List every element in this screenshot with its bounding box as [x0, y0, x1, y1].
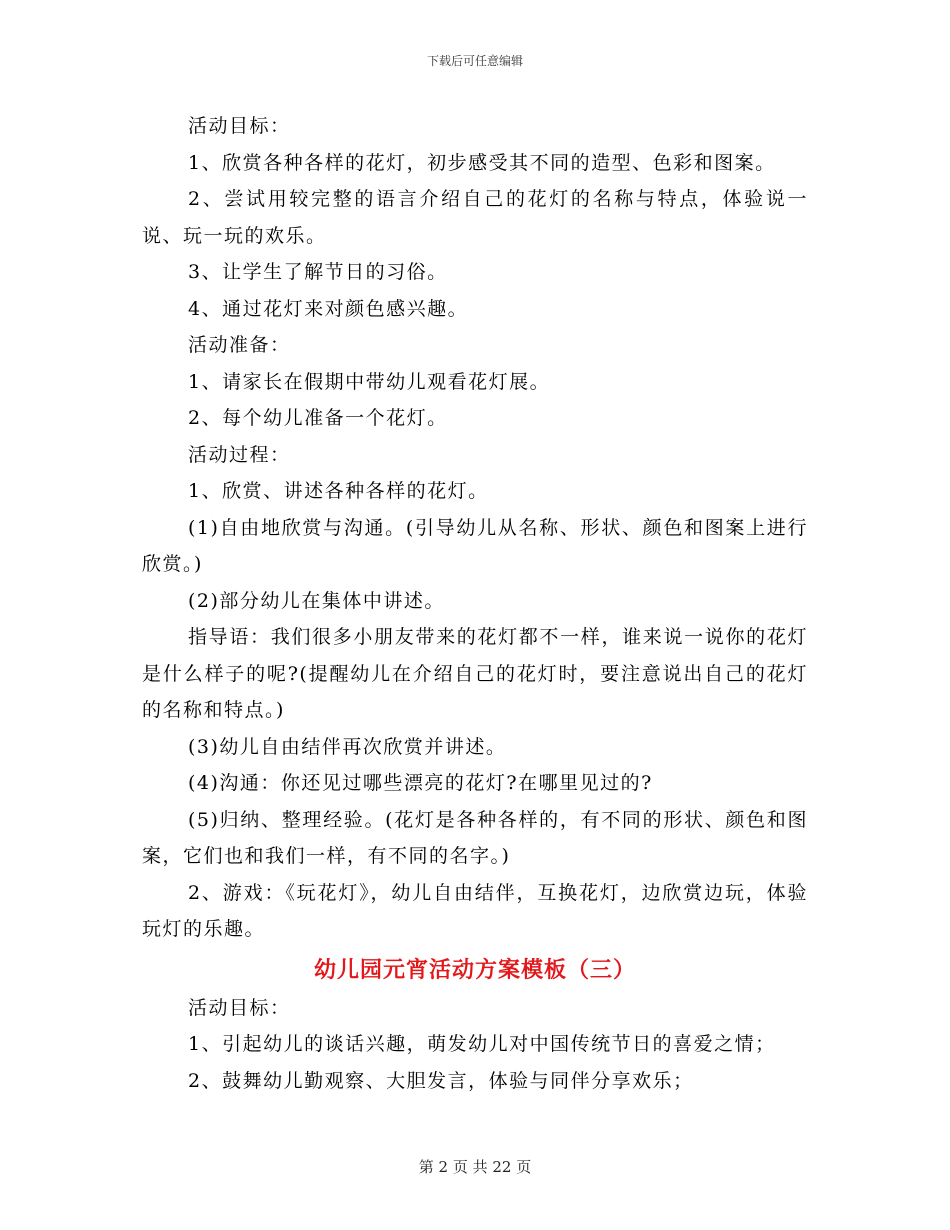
paragraph: 2、鼓舞幼儿勤观察、大胆发言，体验与同伴分享欢乐； — [188, 1069, 694, 1092]
paragraph: 活动准备： — [188, 334, 291, 356]
paragraph: (2)部分幼儿在集体中讲述。 — [188, 589, 445, 612]
section-title: 幼儿园元宵活动方案模板（三） — [313, 956, 636, 983]
paragraph: (3)幼儿自由结伴再次欣赏并讲述。 — [188, 735, 507, 758]
paragraph: 3、让学生了解节日的习俗。 — [188, 261, 448, 283]
paragraph: (1)自由地欣赏与沟通。(引导幼儿从名称、形状、颜色和图案上进行欣赏。) — [142, 516, 808, 575]
paragraph: 2、尝试用较完整的语言介绍自己的花灯的名称与特点，体验说一说、玩一玩的欢乐。 — [142, 188, 808, 247]
paragraph: 2、游戏：《玩花灯》，幼儿自由结伴，互换花灯，边欣赏边玩，体验玩灯的乐趣。 — [142, 881, 808, 940]
paragraph: (4)沟通：你还见过哪些漂亮的花灯?在哪里见过的? — [188, 772, 653, 794]
page-footer: 第 2 页 共 22 页 — [418, 1158, 532, 1176]
paragraph: 指导语：我们很多小朋友带来的花灯都不一样，谁来说一说你的花灯是什么样子的呢?(提醒幼儿在介绍自己的花灯时，要注意说出自己的花灯的名称和特点。) — [142, 626, 808, 721]
paragraph: 活动过程： — [188, 443, 291, 466]
paragraph: 1、欣赏各种各样的花灯，初步感受其不同的造型、色彩和图案。 — [188, 151, 776, 174]
paragraph: 活动目标： — [188, 115, 291, 137]
paragraph: 1、引起幼儿的谈话兴趣，萌发幼儿对中国传统节日的喜爱之情； — [188, 1033, 776, 1055]
page-header: 下载后可任意编辑 — [426, 54, 523, 68]
paragraph: 活动目标： — [188, 996, 291, 1019]
document-body — [142, 108, 808, 1099]
paragraph: 2、每个幼儿准备一个花灯。 — [188, 407, 448, 429]
paragraph: 1、请家长在假期中带幼儿观看花灯展。 — [188, 370, 551, 393]
paragraph: 4、通过花灯来对颜色感兴趣。 — [188, 297, 469, 320]
paragraph: 1、欣赏、讲述各种各样的花灯。 — [188, 480, 489, 502]
paragraph: (5)归纳、整理经验。(花灯是各种各样的，有不同的形状、颜色和图案，它们也和我们一样，有不同的名字。) — [142, 808, 808, 867]
